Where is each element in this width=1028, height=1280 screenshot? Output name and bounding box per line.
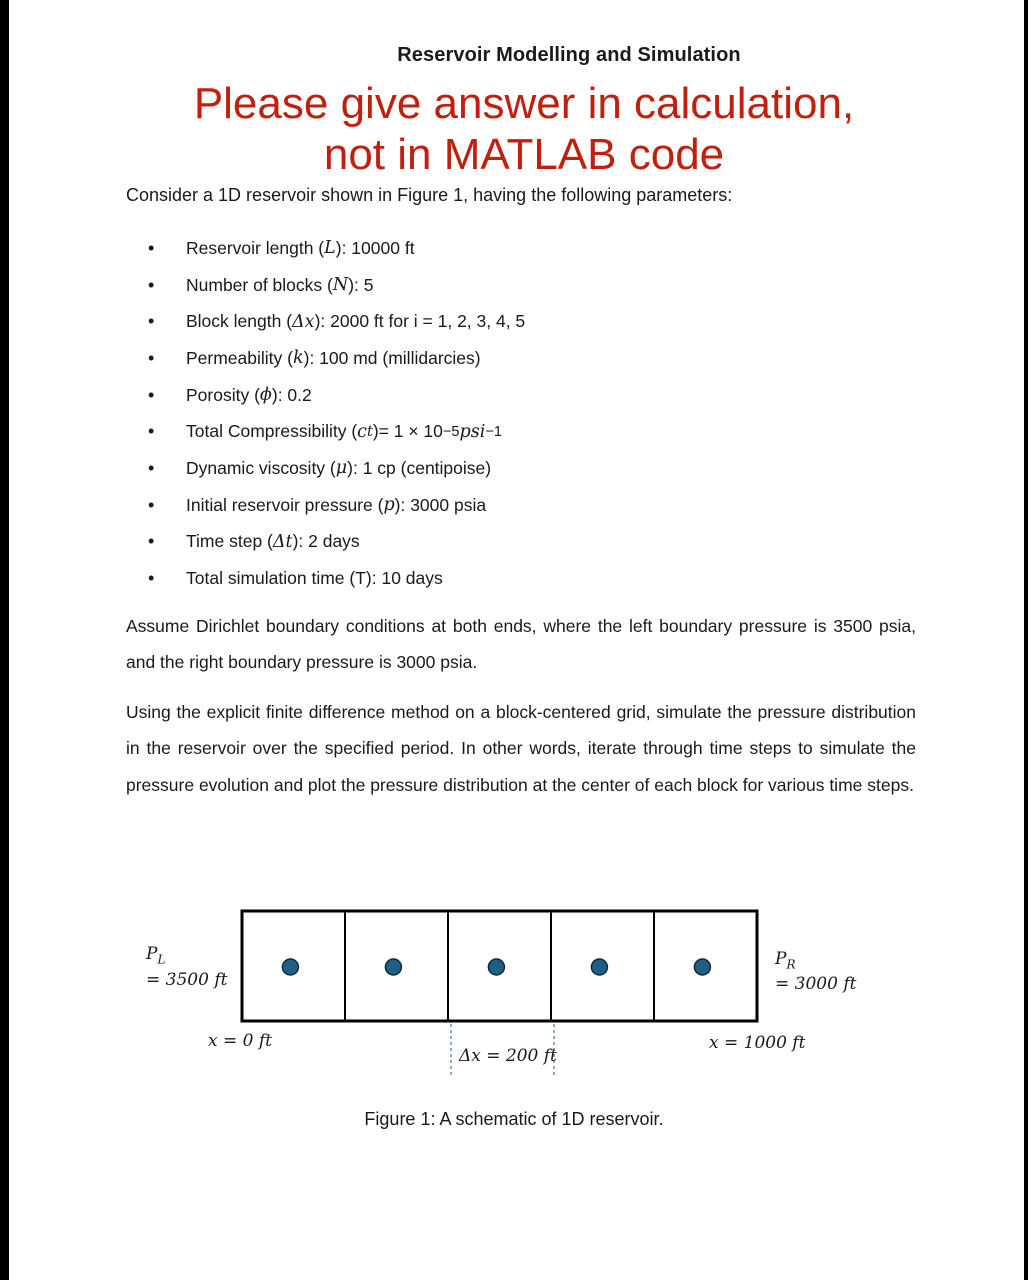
param-label: Dynamic viscosity <box>186 457 326 478</box>
param-value: : 3000 psia <box>400 494 487 515</box>
bullet-icon: • <box>148 347 155 368</box>
param-label: Reservoir length <box>186 237 314 258</box>
block-center-node <box>282 959 298 975</box>
param-unit: psi <box>459 421 486 442</box>
request-line-1: Please give answer in calculation, <box>193 79 855 128</box>
param-value: : 2 days <box>298 531 360 552</box>
bullet-icon: • <box>148 237 155 258</box>
block-center-node <box>694 959 710 975</box>
param-exponent: −5 <box>442 423 460 440</box>
right-pressure-symbol: $P_R$ <box>775 949 796 972</box>
param-value: = 1 × 10 <box>378 421 443 442</box>
right-pressure-value: = 3000 ft <box>775 974 857 994</box>
param-item: • Reservoir length ( L ) : 10000 ft <box>148 237 415 259</box>
param-item: • Total Compressibility ( c t ) = 1 × 10 −5 psi −1 <box>148 421 502 442</box>
param-item: • Permeability ( k ) : 100 md (millidarcies) <box>148 347 481 369</box>
left-pressure-value: = 3500 ft <box>146 970 228 990</box>
param-item: • Initial reservoir pressure ( p ) : 3000 psia <box>148 494 487 516</box>
param-label: Block length <box>186 311 282 332</box>
x-end-label: x = 1000 ft <box>709 1033 806 1053</box>
param-label: Number of blocks <box>186 274 323 295</box>
param-unit-exponent: −1 <box>485 423 502 440</box>
bullet-icon: • <box>148 311 155 332</box>
x-start-label: x = 0 ft <box>208 1031 272 1051</box>
param-value: : 2000 ft for i = 1, 2, 3, 4, 5 <box>320 311 526 332</box>
param-symbol: c <box>357 421 367 442</box>
bullet-icon: • <box>148 384 155 405</box>
param-subscript: t <box>366 423 373 441</box>
param-value: : 0.2 <box>277 384 312 405</box>
param-label: Permeability <box>186 347 283 368</box>
left-pressure-symbol: $P_L$ <box>146 944 166 967</box>
block-centers <box>282 959 710 975</box>
bullet-icon: • <box>148 457 155 478</box>
param-item: • Number of blocks ( N ) : 5 <box>148 274 374 296</box>
param-label: Time step <box>186 531 263 552</box>
intro-text: Consider a 1D reservoir shown in Figure 1, having the following parameters: <box>126 185 733 205</box>
param-item: • Block length ( Δx ) : 2000 ft for i = 1, 2, 3, 4, 5 <box>148 311 526 332</box>
figure-caption: Figure 1: A schematic of 1D reservoir. <box>364 1109 664 1129</box>
param-label: Initial reservoir pressure <box>186 494 373 515</box>
bullet-icon: • <box>148 421 155 442</box>
param-symbol: k <box>293 348 304 369</box>
param-item: • Porosity ( ϕ ) : 0.2 <box>148 384 312 406</box>
param-symbol: p <box>383 495 395 516</box>
param-symbol: ϕ <box>259 385 272 406</box>
block-center-node <box>591 959 607 975</box>
param-label: Porosity <box>186 384 250 405</box>
param-symbol: Δx <box>292 311 315 332</box>
bullet-icon: • <box>148 494 155 515</box>
param-label: Total simulation time (T) <box>186 568 372 589</box>
param-value: : 10 days <box>371 568 443 589</box>
param-item: • Dynamic viscosity ( μ ) : 1 cp (centipoise) <box>148 457 492 479</box>
bullet-icon: • <box>148 531 155 552</box>
param-value: : 5 <box>354 274 374 295</box>
dx-label: Δx = 200 ft <box>459 1046 557 1066</box>
document-title: Reservoir Modelling and Simulation <box>397 44 741 66</box>
param-symbol: Δt <box>272 531 293 552</box>
param-symbol: N <box>332 275 349 296</box>
param-symbol: μ <box>335 458 348 479</box>
request-line-2: not in MATLAB code <box>323 130 725 179</box>
block-center-node <box>488 959 504 975</box>
param-item: • Time step ( Δt ) : 2 days <box>148 531 360 552</box>
block-center-node <box>385 959 401 975</box>
method-paragraph: Using the explicit finite difference method on a block-centered grid, simulate the pressure distribution in the reservoir over the specified period. In other words, iterate through time steps to simulate the pressure evolution and plot the pressure distribution at the center of each block for various time steps. <box>126 702 916 795</box>
param-value: : 100 md (millidarcies) <box>309 347 481 368</box>
param-label: Total Compressibility <box>186 421 347 442</box>
boundary-paragraph: Assume Dirichlet boundary conditions at both ends, where the left boundary pressure is 3500 psia, and the right boundary pressure is 3000 psia. <box>126 616 916 673</box>
param-value: : 10000 ft <box>341 237 415 258</box>
param-symbol: L <box>324 238 336 259</box>
param-value: : 1 cp (centipoise) <box>352 457 492 478</box>
bullet-icon: • <box>148 568 155 589</box>
bullet-icon: • <box>148 274 155 295</box>
